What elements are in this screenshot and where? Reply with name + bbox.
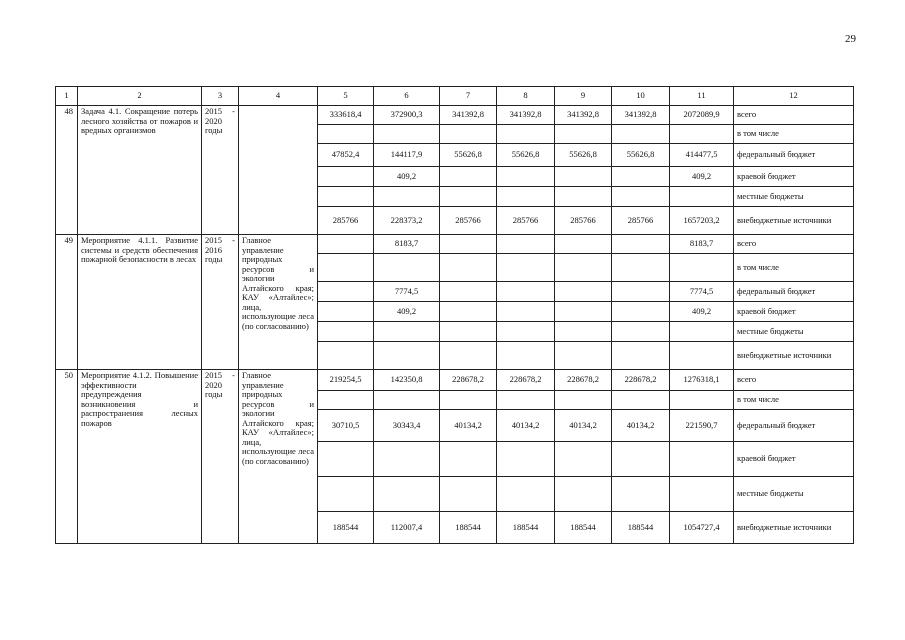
- item-executor: [239, 106, 318, 235]
- funding-value: 144117,9: [374, 144, 440, 167]
- funding-value: [612, 391, 670, 410]
- funding-value: [555, 254, 612, 282]
- funding-value: [318, 235, 374, 254]
- funding-value: [440, 282, 497, 302]
- funding-value: 30343,4: [374, 410, 440, 442]
- funding-value: [555, 442, 612, 477]
- funding-value: [555, 391, 612, 410]
- funding-value: 8183,7: [374, 235, 440, 254]
- funding-value: 188544: [318, 512, 374, 544]
- funding-value: [555, 187, 612, 207]
- funding-value: 55626,8: [555, 144, 612, 167]
- funding-value: [440, 235, 497, 254]
- table-header: [56, 87, 854, 106]
- funding-value: [612, 442, 670, 477]
- budget-table: [55, 86, 854, 544]
- funding-value: [318, 391, 374, 410]
- funding-value: 7774,5: [670, 282, 734, 302]
- funding-value: [670, 254, 734, 282]
- funding-value: [374, 391, 440, 410]
- funding-value: [555, 125, 612, 144]
- funding-value: [612, 254, 670, 282]
- funding-value: [670, 125, 734, 144]
- funding-source-label: местные бюджеты: [734, 322, 854, 342]
- funding-value: [555, 235, 612, 254]
- column-header: 7: [440, 87, 497, 106]
- funding-value: 219254,5: [318, 370, 374, 391]
- column-header: 11: [670, 87, 734, 106]
- column-header: 1: [56, 87, 78, 106]
- funding-value: 414477,5: [670, 144, 734, 167]
- funding-source-label: местные бюджеты: [734, 477, 854, 512]
- funding-value: [670, 477, 734, 512]
- funding-value: [318, 282, 374, 302]
- funding-value: [318, 477, 374, 512]
- funding-value: 285766: [612, 207, 670, 235]
- funding-value: 341392,8: [440, 106, 497, 125]
- funding-value: 228678,2: [497, 370, 555, 391]
- funding-source-label: всего: [734, 106, 854, 125]
- column-header: 3: [202, 87, 239, 106]
- funding-value: 188544: [555, 512, 612, 544]
- funding-value: [670, 442, 734, 477]
- funding-value: [440, 302, 497, 322]
- funding-value: [555, 342, 612, 370]
- funding-value: [497, 254, 555, 282]
- funding-value: 47852,4: [318, 144, 374, 167]
- funding-source-label: краевой бюджет: [734, 302, 854, 322]
- funding-source-label: внебюджетные источники: [734, 342, 854, 370]
- item-executor: Главное управление природных ресурсов и экологии Алтайского края; КАУ «Алтайлес»; лица, использующие леса (по согласованию): [239, 370, 318, 544]
- funding-value: [497, 322, 555, 342]
- funding-source-label: всего: [734, 235, 854, 254]
- funding-value: 341392,8: [612, 106, 670, 125]
- funding-value: 228678,2: [440, 370, 497, 391]
- funding-value: 228373,2: [374, 207, 440, 235]
- funding-value: 1276318,1: [670, 370, 734, 391]
- funding-value: [612, 282, 670, 302]
- funding-value: 341392,8: [555, 106, 612, 125]
- funding-source-label: местные бюджеты: [734, 187, 854, 207]
- funding-value: 409,2: [374, 302, 440, 322]
- table-row: [56, 106, 854, 125]
- funding-value: [497, 442, 555, 477]
- column-header: 9: [555, 87, 612, 106]
- page-number: 29: [845, 33, 856, 45]
- funding-value: [318, 442, 374, 477]
- funding-value: 55626,8: [497, 144, 555, 167]
- funding-value: 112007,4: [374, 512, 440, 544]
- funding-value: [318, 342, 374, 370]
- funding-source-label: федеральный бюджет: [734, 410, 854, 442]
- funding-value: [318, 187, 374, 207]
- column-header: 10: [612, 87, 670, 106]
- funding-value: [497, 391, 555, 410]
- funding-source-label: внебюджетные источники: [734, 207, 854, 235]
- column-header: 8: [497, 87, 555, 106]
- funding-value: [374, 322, 440, 342]
- funding-value: 372900,3: [374, 106, 440, 125]
- funding-value: [318, 322, 374, 342]
- table-row: [56, 235, 854, 254]
- column-header: 12: [734, 87, 854, 106]
- funding-source-label: федеральный бюджет: [734, 144, 854, 167]
- funding-value: 8183,7: [670, 235, 734, 254]
- item-number: 49: [56, 235, 78, 370]
- funding-source-label: краевой бюджет: [734, 167, 854, 187]
- funding-value: [670, 187, 734, 207]
- item-name: Задача 4.1. Сокращение потерь лесного хозяйства от пожаров и вредных организмов: [78, 106, 202, 235]
- funding-value: [374, 477, 440, 512]
- funding-value: [440, 125, 497, 144]
- funding-value: [440, 322, 497, 342]
- funding-value: 285766: [318, 207, 374, 235]
- funding-value: [612, 167, 670, 187]
- funding-value: [612, 322, 670, 342]
- column-header: 6: [374, 87, 440, 106]
- funding-value: [555, 322, 612, 342]
- funding-value: 409,2: [670, 302, 734, 322]
- funding-value: [497, 342, 555, 370]
- funding-value: [374, 342, 440, 370]
- column-header: 2: [78, 87, 202, 106]
- funding-value: [555, 477, 612, 512]
- funding-value: [440, 342, 497, 370]
- funding-value: [612, 342, 670, 370]
- funding-value: 7774,5: [374, 282, 440, 302]
- funding-source-label: федеральный бюджет: [734, 282, 854, 302]
- funding-value: [555, 302, 612, 322]
- funding-value: 333618,4: [318, 106, 374, 125]
- funding-source-label: в том числе: [734, 254, 854, 282]
- funding-value: [440, 391, 497, 410]
- funding-value: 285766: [440, 207, 497, 235]
- funding-source-label: в том числе: [734, 125, 854, 144]
- funding-value: [612, 235, 670, 254]
- funding-value: 409,2: [374, 167, 440, 187]
- funding-value: 228678,2: [555, 370, 612, 391]
- funding-value: [318, 254, 374, 282]
- funding-value: [440, 254, 497, 282]
- funding-value: [497, 187, 555, 207]
- funding-value: [497, 282, 555, 302]
- item-period: 2015 - 2020 годы: [202, 106, 239, 235]
- funding-value: 55626,8: [612, 144, 670, 167]
- funding-value: 188544: [612, 512, 670, 544]
- funding-value: 40134,2: [555, 410, 612, 442]
- funding-value: 409,2: [670, 167, 734, 187]
- funding-value: 285766: [555, 207, 612, 235]
- column-header: 4: [239, 87, 318, 106]
- funding-value: [612, 477, 670, 512]
- item-number: 50: [56, 370, 78, 544]
- item-name: Мероприятие 4.1.1. Развитие системы и средств обеспечения пожарной безопасности в лесах: [78, 235, 202, 370]
- funding-value: [318, 125, 374, 144]
- funding-source-label: краевой бюджет: [734, 442, 854, 477]
- item-period: 2015 - 2020 годы: [202, 370, 239, 544]
- funding-value: [440, 477, 497, 512]
- funding-value: 221590,7: [670, 410, 734, 442]
- funding-value: 1657203,2: [670, 207, 734, 235]
- table-row: [56, 370, 854, 391]
- funding-value: [555, 167, 612, 187]
- funding-value: 55626,8: [440, 144, 497, 167]
- funding-value: [497, 477, 555, 512]
- column-header: 5: [318, 87, 374, 106]
- header-row: [56, 87, 854, 106]
- funding-value: 341392,8: [497, 106, 555, 125]
- item-executor: Главное управление природных ресурсов и экологии Алтайского края; КАУ «Алтайлес»; лица, использующие леса (по согласованию): [239, 235, 318, 370]
- item-number: 48: [56, 106, 78, 235]
- funding-value: 2072089,9: [670, 106, 734, 125]
- funding-value: 40134,2: [497, 410, 555, 442]
- funding-value: [374, 125, 440, 144]
- funding-value: [670, 342, 734, 370]
- funding-value: 40134,2: [612, 410, 670, 442]
- funding-value: [497, 125, 555, 144]
- funding-value: [318, 302, 374, 322]
- funding-value: 30710,5: [318, 410, 374, 442]
- funding-value: 188544: [497, 512, 555, 544]
- table-body: [56, 106, 854, 544]
- funding-source-label: внебюджетные источники: [734, 512, 854, 544]
- funding-value: [612, 187, 670, 207]
- item-period: 2015 - 2016 годы: [202, 235, 239, 370]
- funding-value: 40134,2: [440, 410, 497, 442]
- funding-value: [497, 167, 555, 187]
- funding-value: [374, 442, 440, 477]
- funding-value: [318, 167, 374, 187]
- funding-value: [440, 187, 497, 207]
- funding-value: 188544: [440, 512, 497, 544]
- item-name: Мероприятие 4.1.2. Повышение эффективности предупреждения возникновения и распространения лесных пожаров: [78, 370, 202, 544]
- funding-value: 1054727,4: [670, 512, 734, 544]
- funding-value: [440, 167, 497, 187]
- funding-value: [374, 187, 440, 207]
- funding-value: 142350,8: [374, 370, 440, 391]
- funding-value: [612, 125, 670, 144]
- funding-value: [670, 391, 734, 410]
- funding-value: [612, 302, 670, 322]
- funding-value: [497, 235, 555, 254]
- funding-value: [374, 254, 440, 282]
- funding-value: [497, 302, 555, 322]
- funding-value: [670, 322, 734, 342]
- funding-value: 285766: [497, 207, 555, 235]
- funding-value: [555, 282, 612, 302]
- funding-value: [440, 442, 497, 477]
- funding-source-label: в том числе: [734, 391, 854, 410]
- funding-source-label: всего: [734, 370, 854, 391]
- funding-value: 228678,2: [612, 370, 670, 391]
